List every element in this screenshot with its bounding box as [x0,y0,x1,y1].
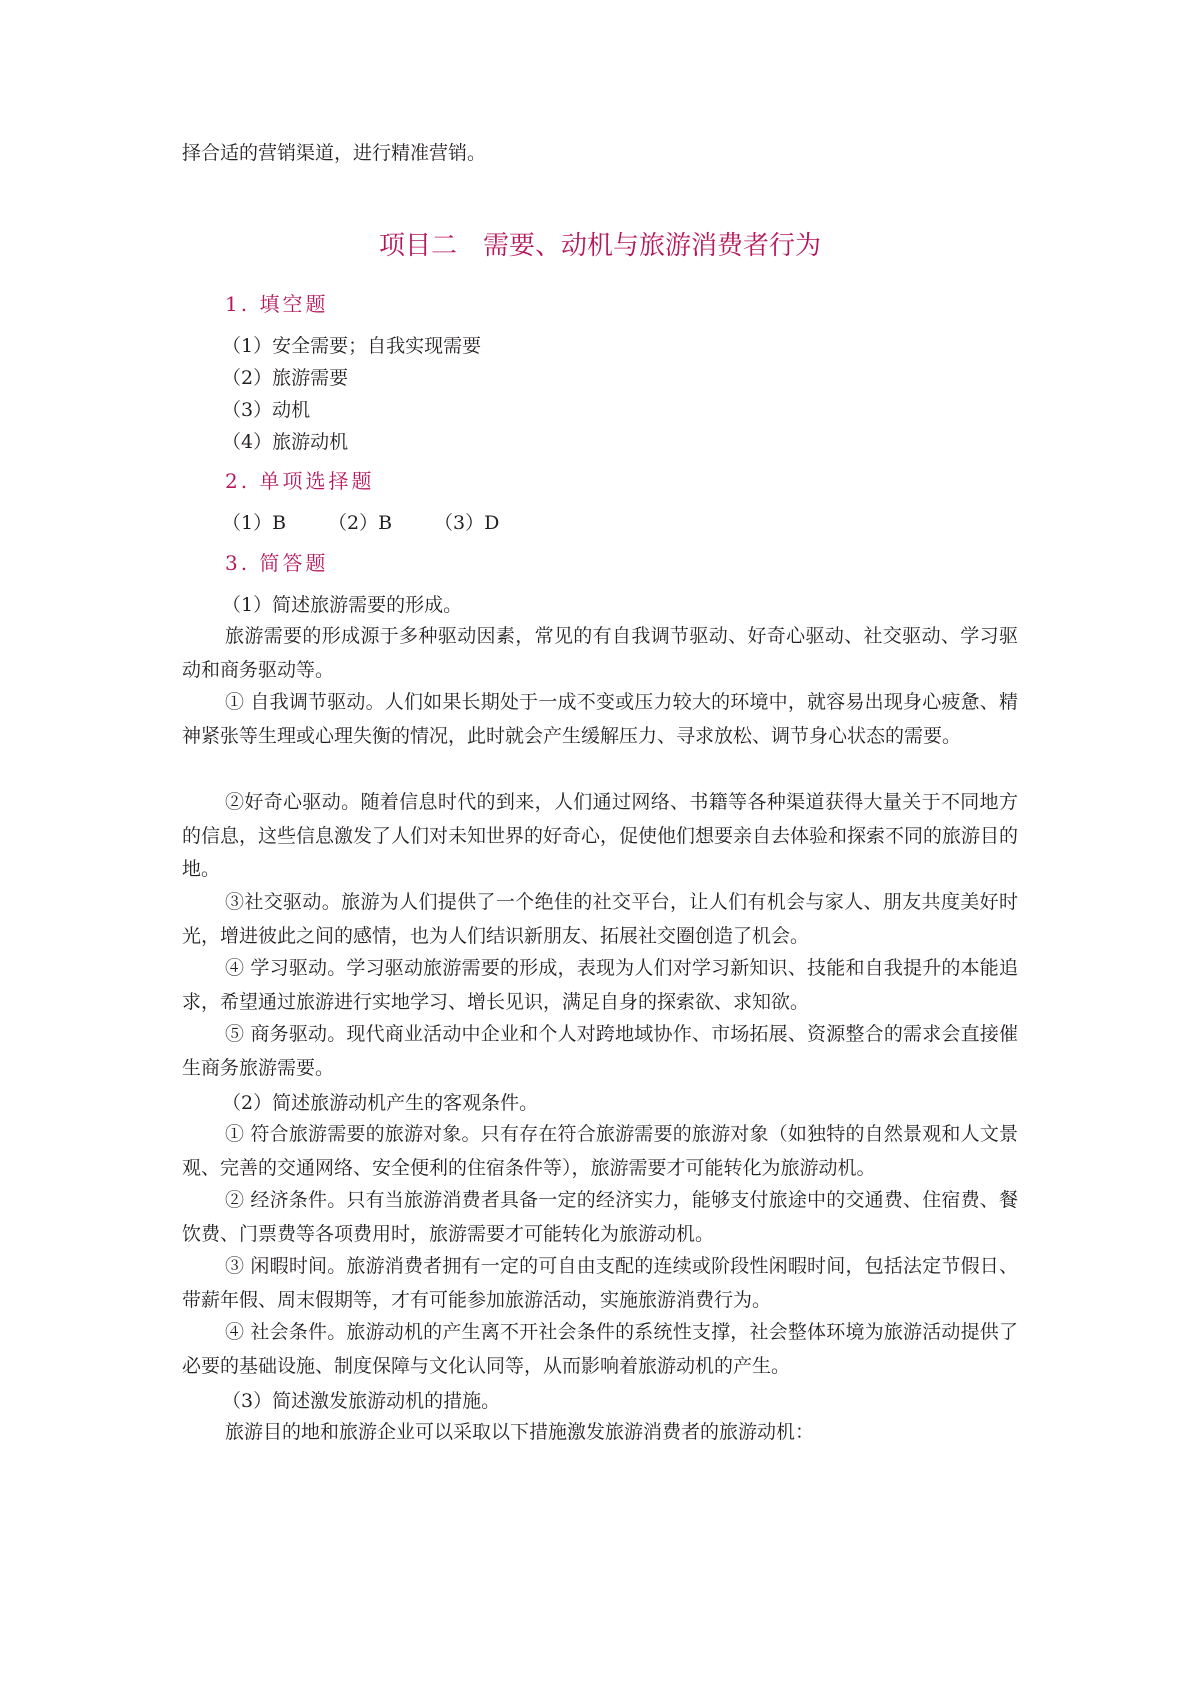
section-heading-short-answer: 3. 简答题 [225,551,329,575]
answer-item: （1）安全需要；自我实现需要 [222,335,482,357]
question: （2）简述旅游动机产生的客观条件。 [222,1092,539,1114]
paragraph: ⑤ 商务驱动。现代商业活动中企业和个人对跨地域协作、市场拓展、资源整合的需求会直接催生商务旅游需要。 [182,1023,1018,1079]
paragraph: ③社交驱动。旅游为人们提供了一个绝佳的社交平台，让人们有机会与家人、朋友共度美好时光，增进彼此之间的感情，也为人们结识新朋友、拓展社交圈创造了机会。 [182,891,1018,947]
section-heading-single-choice: 2. 单项选择题 [225,469,375,493]
chapter-title: 项目二 需要、动机与旅游消费者行为 [378,231,821,261]
question: （3）简述激发旅游动机的措施。 [222,1390,501,1412]
paragraph: 旅游目的地和旅游企业可以采取以下措施激发旅游消费者的旅游动机： [225,1421,815,1443]
paragraph: ②好奇心驱动。随着信息时代的到来，人们通过网络、书籍等各种渠道获得大量关于不同地方的信息，这些信息激发了人们对未知世界的好奇心，促使他们想要亲自去体验和探索不同的旅游目的地。 [182,791,1019,880]
paragraph: ④ 学习驱动。学习驱动旅游需要的形成，表现为人们对学习新知识、技能和自我提升的本能追求，希望通过旅游进行实地学习、增长见识，满足自身的探索欲、求知欲。 [182,957,1018,1013]
paragraph: ① 自我调节驱动。人们如果长期处于一成不变或压力较大的环境中，就容易出现身心疲惫、精神紧张等生理或心理失衡的情况，此时就会产生缓解压力、寻求放松、调节身心状态的需要。 [182,691,1018,747]
choice-answers [222,510,499,536]
choice-answer: （1）B [222,512,287,534]
section-heading-fill-in: 1. 填空题 [225,292,329,316]
paragraph: ④ 社会条件。旅游动机的产生离不开社会条件的系统性支撑，社会整体环境为旅游活动提供了必要的基础设施、制度保障与文化认同等，从而影响着旅游动机的产生。 [182,1321,1018,1377]
paragraph: 旅游需要的形成源于多种驱动因素，常见的有自我调节驱动、好奇心驱动、社交驱动、学习驱动和商务驱动等。 [182,625,1018,681]
paragraph: ③ 闲暇时间。旅游消费者拥有一定的可自由支配的连续或阶段性闲暇时间，包括法定节假日、带薪年假、周末假期等，才有可能参加旅游活动，实施旅游消费行为。 [182,1255,1018,1311]
choice-answer: （2）B [328,512,393,534]
paragraph: ① 符合旅游需要的旅游对象。只有存在符合旅游需要的旅游对象（如独特的自然景观和人文景观、完善的交通网络、安全便利的住宿条件等），旅游需要才可能转化为旅游动机。 [182,1123,1018,1179]
continued-paragraph: 择合适的营销渠道，进行精准营销。 [182,142,487,164]
choice-answer: （3）D [434,512,500,534]
question: （1）简述旅游需要的形成。 [222,594,463,616]
answer-item: （4）旅游动机 [222,431,349,453]
answer-item: （3）动机 [222,399,311,421]
answer-item: （2）旅游需要 [222,367,349,389]
paragraph: ② 经济条件。只有当旅游消费者具备一定的经济实力，能够支付旅途中的交通费、住宿费、餐饮费、门票费等各项费用时，旅游需要才可能转化为旅游动机。 [182,1189,1018,1245]
